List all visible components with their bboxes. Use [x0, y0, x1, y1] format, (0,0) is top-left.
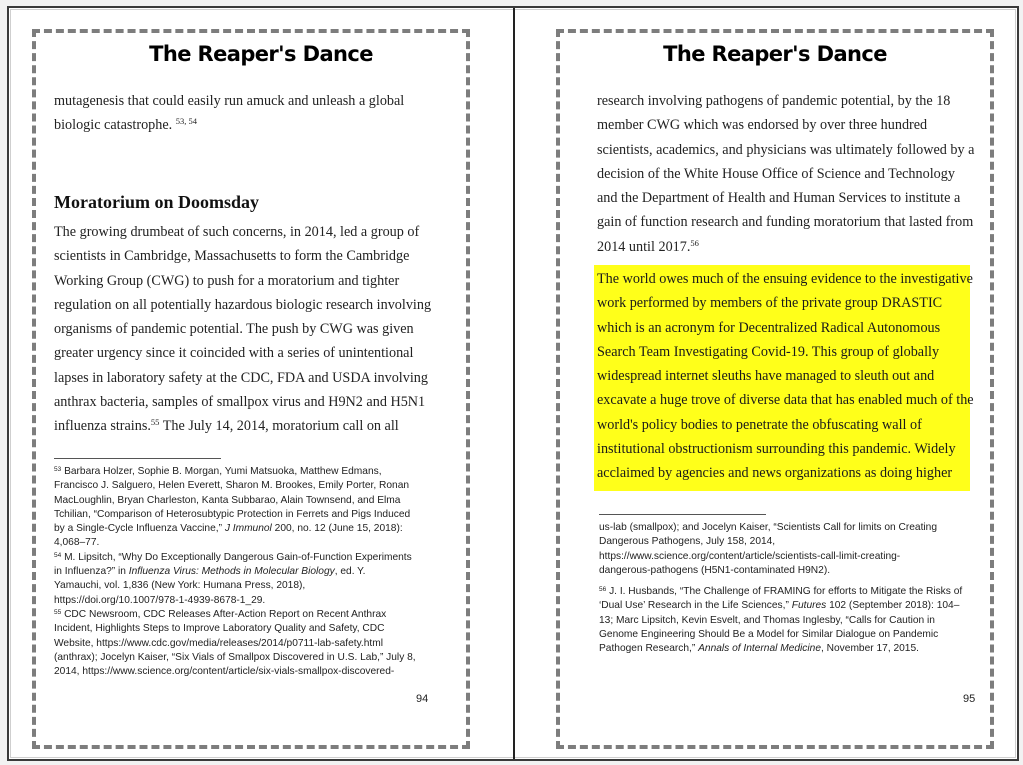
footnote-line [54, 565, 416, 579]
text-line: which is an acronym for Decentralized Radical Autonomous [597, 319, 941, 336]
text-fragment: in Influenza?” in [54, 566, 129, 578]
footnote-link[interactable]: https://doi.org/10.1007/978-1-4939-8678-1_29. [54, 594, 266, 606]
footnotes [599, 521, 962, 657]
text-line [54, 414, 431, 438]
text-fragment: influenza strains. [54, 418, 151, 435]
footnote-number: 55 [54, 608, 62, 616]
footnote-line: Incident, Highlights Steps to Improve Laboratory Quality and Safety, CDC [54, 623, 385, 635]
text-line: member CWG which was endorsed by over three hundred [597, 117, 928, 134]
footnote-line: us-lab (smallpox); and Jocelyn Kaiser, “Scientists Call for limits on Creating [599, 522, 938, 533]
text-line: lapses in laboratory safety at the CDC, FDA and USDA involving [54, 369, 428, 386]
text-fragment: biologic catastrophe. [54, 117, 176, 134]
body-paragraph [597, 89, 974, 259]
text-fragment: Pathogen Research,” [599, 643, 699, 655]
text-line: The world owes much of the ensuing evidence to the investigative [597, 271, 973, 287]
text-line: decision of the White House Office of Science and Technology [597, 165, 955, 182]
text-fragment: , November 17, 2015. [821, 643, 919, 655]
footnote-line [54, 522, 416, 536]
journal-title: Annals of Internal Medicine [698, 643, 821, 655]
footnote-56 [599, 585, 962, 656]
text-line: Search Team Investigating Covid-19. This group of globally [597, 343, 940, 360]
text-line [597, 235, 974, 259]
page-number: 94 [416, 693, 429, 705]
footnote-line [599, 599, 962, 613]
body-paragraph [54, 220, 431, 439]
footnote-53 [54, 465, 416, 551]
footnote-separator [54, 458, 221, 459]
footnote-line [54, 608, 416, 622]
text-fragment: Barbara Holzer, Sophie B. Morgan, Yumi Matsuoka, Matthew Edmans, [61, 466, 382, 477]
text-fragment: 102 (September 2018): 104– [826, 600, 960, 612]
footnote-number: 53 [54, 466, 62, 473]
text-line: organisms of pandemic potential. The push by CWG was given [54, 321, 414, 338]
text-line [54, 113, 404, 137]
text-line: excavate a huge trove of diverse data that has enabled much of the [597, 392, 974, 409]
text-line: mutagenesis that could easily run amuck and unleash a global [54, 93, 405, 109]
footnote-line: 4,068–77. [54, 537, 100, 549]
journal-title: Futures [791, 600, 827, 612]
text-line: Working Group (CWG) to push for a moratorium and tighter [54, 272, 400, 289]
footnote-number: 54 [54, 551, 62, 559]
footnote-line: dangerous-pathogens (H5N1-contaminated H9N2). [599, 564, 831, 576]
footnote-line [599, 585, 962, 599]
text-line: world's policy bodies to penetrate the obfuscating wall of [597, 416, 922, 433]
text-line: gain of function research and funding moratorium that lasted from [597, 214, 974, 231]
text-line: research involving pathogens of pandemic potential, by the 18 [597, 93, 951, 109]
text-fragment: CDC Newsroom, CDC Releases After-Action Report on Recent Anthrax [61, 608, 387, 620]
text-line: scientists in Cambridge, Massachusetts to form the Cambridge [54, 248, 410, 265]
footnote-line: Francisco J. Salguero, Helen Everett, Sharon M. Brookes, Emily Porter, Ronan [54, 480, 410, 492]
text-line: regulation on all potentially hazardous biologic research involving [54, 296, 432, 313]
text-line: widespread internet sleuths have managed to sleuth out and [597, 368, 935, 385]
footnote-line: Website, https://www.cdc.gov/media/releases/2014/p0711-lab-safety.html [54, 637, 383, 649]
footnote-line: 13; Marc Lipsitch, Kevin Esvelt, and Thomas Inglesby, “Calls for Caution in [599, 614, 935, 626]
footnote-separator [599, 514, 766, 515]
footnote-55-continued [599, 521, 962, 578]
text-fragment: , ed. Y. [334, 566, 366, 578]
footnote-line: 2014, https://www.science.org/content/article/six-vials-smallpox-discovered- [54, 666, 395, 678]
journal-title: J Immunol [224, 523, 272, 535]
section-heading: Moratorium on Doomsday [54, 192, 259, 212]
text-fragment: by a Single-Cycle Influenza Vaccine,” [54, 523, 225, 535]
footnote-ref[interactable]: 55 [150, 417, 160, 428]
document-viewer-frame [7, 6, 1019, 761]
footnote-55 [54, 608, 416, 679]
text-fragment: 2014 until 2017. [597, 238, 691, 255]
intro-paragraph [54, 89, 404, 138]
book-title: Influenza Virus: Methods in Molecular Biology [128, 566, 335, 578]
footnote-line: Yamauchi, vol. 1,836 (New York: Humana Press, 2018), [54, 580, 306, 592]
text-fragment: ‘Dual Use’ Research in the Life Sciences,” [599, 600, 792, 612]
text-line: acclaimed by agencies and news organizations as doing higher [597, 465, 953, 482]
footnote-line: Dangerous Pathogens, July 158, 2014, [599, 536, 776, 548]
footnote-line: Genome Engineering Should Be a Model for Similar Dialogue on Pandemic [599, 629, 939, 641]
text-fragment: The July 14, 2014, moratorium call on all [159, 418, 399, 435]
text-fragment: J. I. Husbands, “The Challenge of FRAMING for efforts to Mitigate the Risks of [606, 586, 963, 598]
text-line: work performed by members of the private group DRASTIC [597, 295, 943, 312]
highlighted-paragraph [597, 267, 974, 486]
footnote-line: MacLoughlin, Bryan Charleston, Kanta Subbarao, Alain Townsend, and Elma [54, 494, 401, 506]
text-line: The growing drumbeat of such concerns, in 2014, led a group of [54, 224, 420, 240]
text-line: greater urgency since it coincided with a series of unintentional [54, 345, 414, 362]
text-fragment: 200, no. 12 (June 15, 2018): [271, 523, 403, 535]
text-line: anthrax bacteria, samples of smallpox virus and H9N2 and H5N1 [54, 394, 426, 411]
footnote-line [54, 551, 416, 565]
footnotes [54, 465, 416, 679]
page-title: The Reaper's Dance [149, 42, 373, 66]
footnote-ref[interactable]: 53, 54 [175, 116, 197, 127]
footnote-line [599, 642, 962, 656]
footnote-number: 56 [599, 586, 607, 594]
page-95 [515, 8, 1017, 759]
page-94 [9, 8, 513, 759]
text-line: and the Department of Health and Human Services to institute a [597, 190, 961, 207]
footnote-line: Tchilian, “Comparison of Heterosubtypic Protection in Ferrets and Pigs Induced [54, 508, 411, 520]
page-title: The Reaper's Dance [663, 42, 887, 66]
text-fragment: M. Lipsitch, “Why Do Exceptionally Dangerous Gain-of-Function Experiments [61, 551, 412, 563]
footnote-54 [54, 551, 416, 608]
footnote-line [54, 465, 416, 479]
footnote-ref[interactable]: 56 [690, 237, 699, 248]
page-number: 95 [963, 693, 976, 705]
footnote-link[interactable]: https://www.science.org/content/article/scientists-call-limit-creating- [599, 550, 901, 562]
footnote-line: (anthrax); Jocelyn Kaiser, “Six Vials of Smallpox Discovered in U.S. Lab,” July 8, [54, 651, 416, 663]
text-line: institutional obstructionism surrounding this pandemic. Widely [597, 441, 956, 458]
text-line: scientists, academics, and physicians was ultimately followed by a [597, 141, 975, 158]
